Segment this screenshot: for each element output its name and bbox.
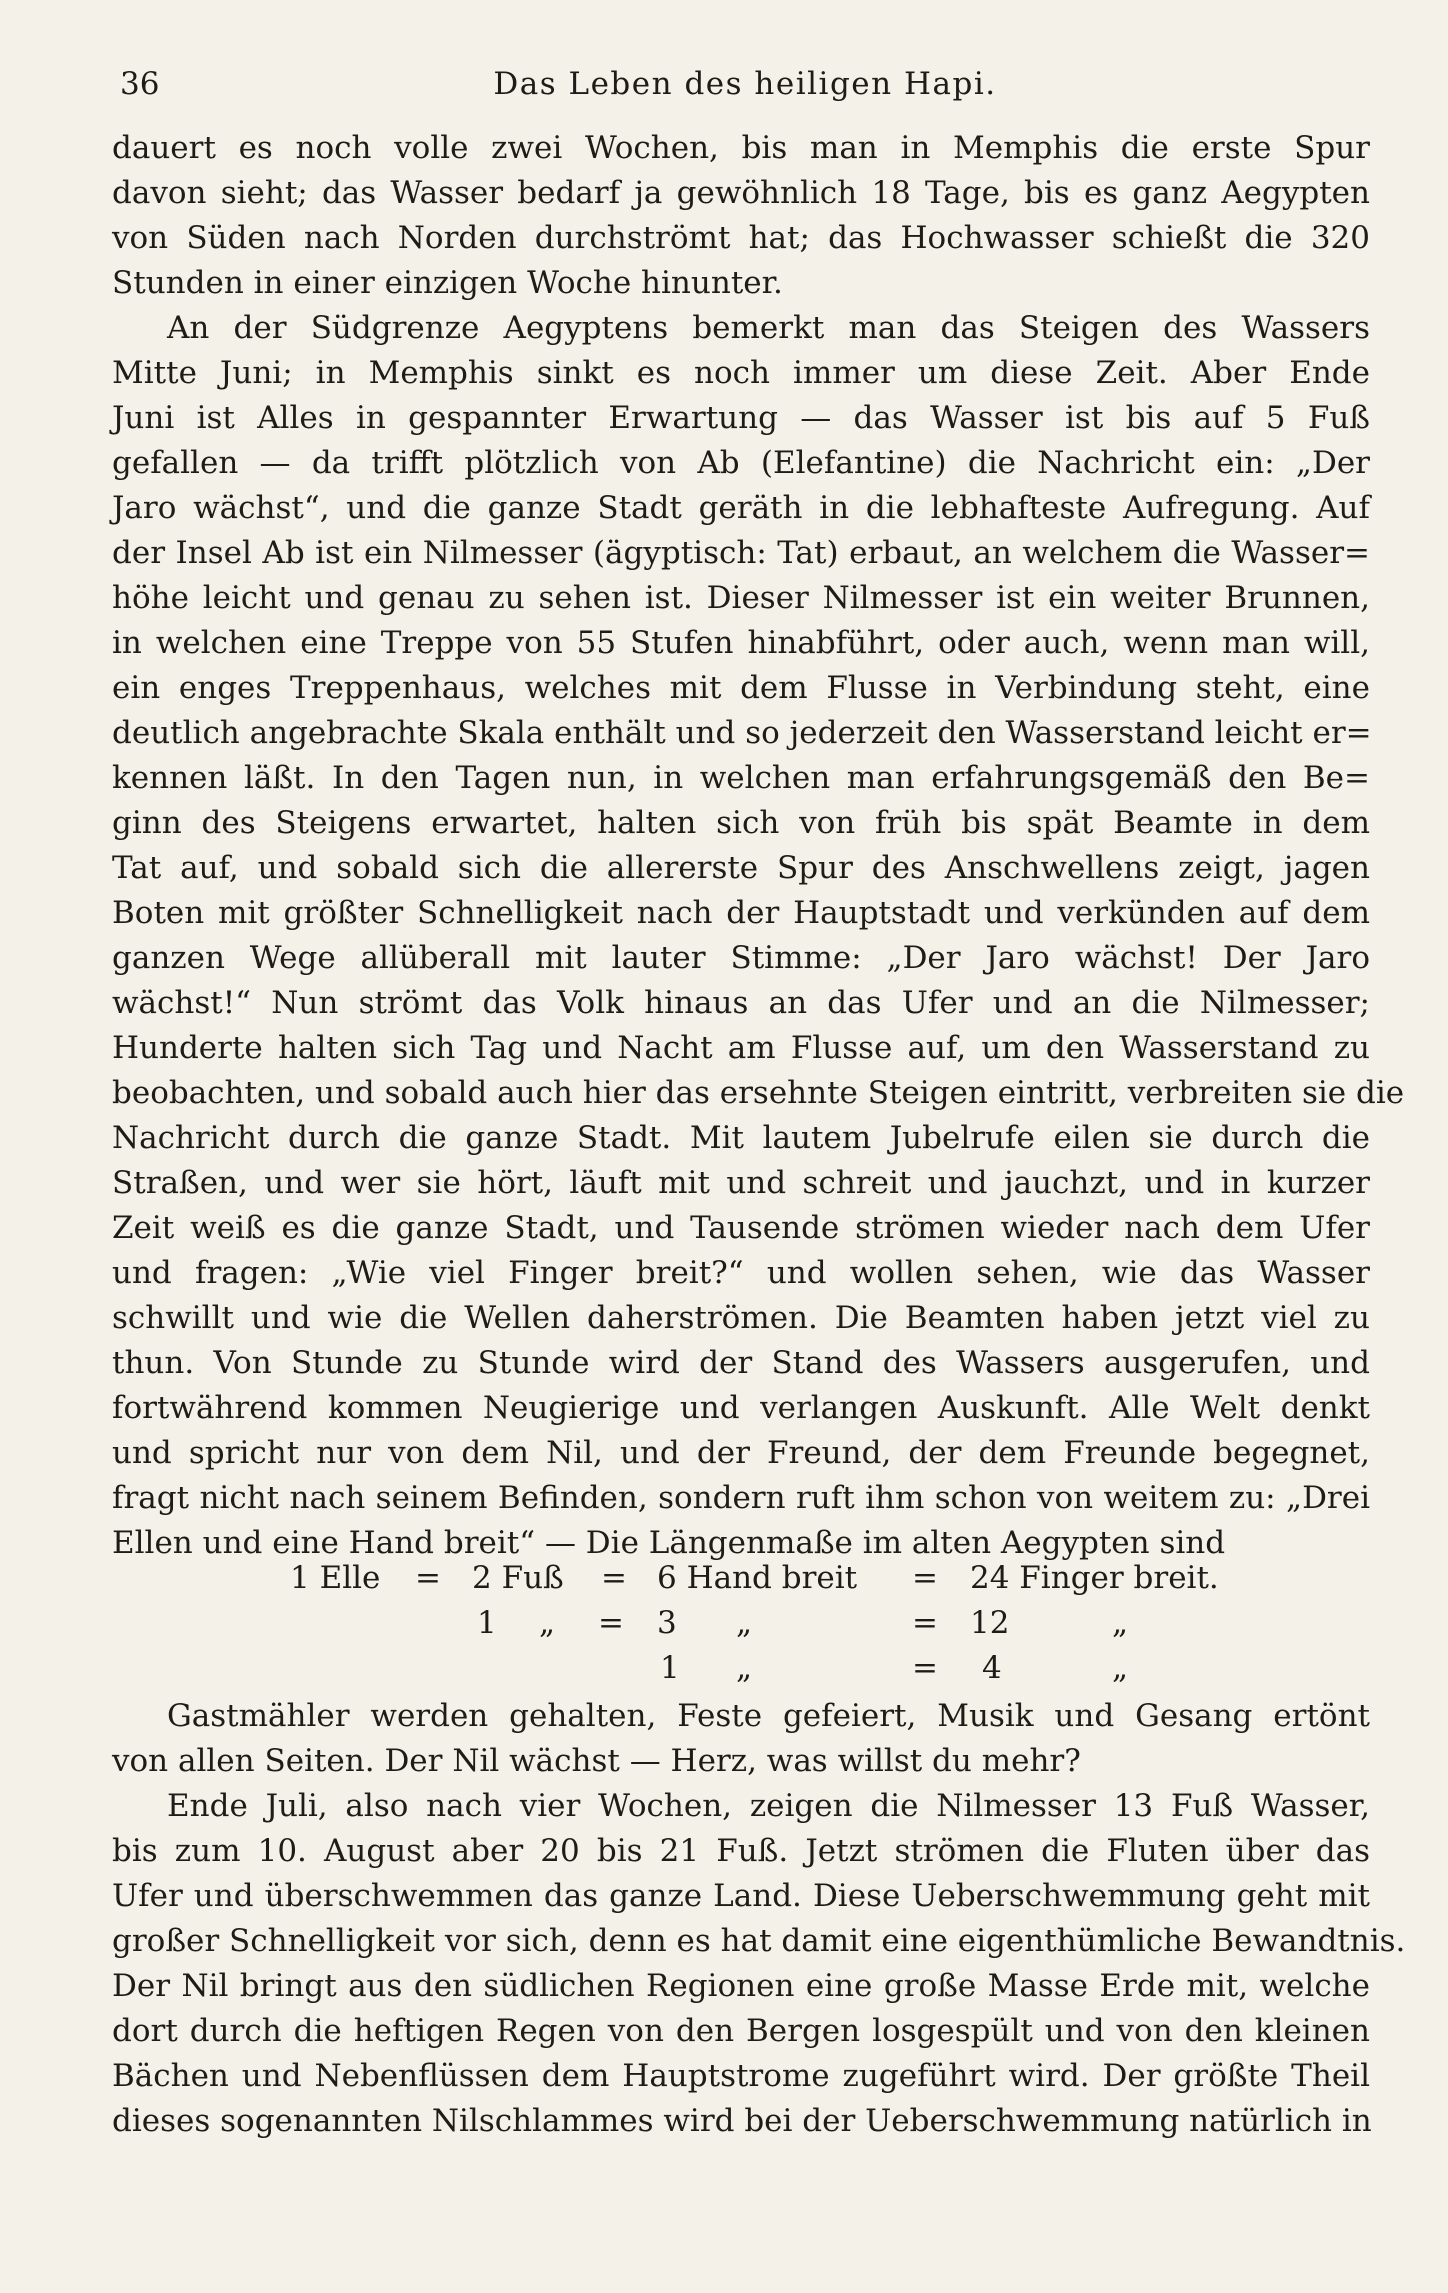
text-line: von allen Seiten. Der Nil wächst — Herz, was willst du mehr? [112,1743,1081,1779]
text-line: Ufer und überschwemmen das ganze Land. Diese Ueberschwemmung geht mit [112,1878,1370,1914]
measure-cell: 4 [982,1650,1002,1686]
measure-cell: = [912,1560,938,1596]
text-line: dort durch die heftigen Regen von den Bergen losgespült und von den kleinen [112,2013,1370,2049]
measure-cell: 3 [657,1605,677,1641]
measure-cell: = [912,1650,938,1686]
text-line: Zeit weiß es die ganze Stadt, und Tausende strömen wieder nach dem Ufer [112,1210,1370,1246]
measure-cell: 1 [477,1605,497,1641]
text-line: An der Südgrenze Aegyptens bemerkt man das Steigen des Wassers [167,310,1370,346]
measure-cell: 24 Finger breit. [970,1560,1219,1596]
measure-cell: „ [736,1605,753,1641]
measure-cell: = [912,1605,938,1641]
measure-cell: „ [1112,1650,1129,1686]
text-line: Tat auf, und sobald sich die allererste Spur des Anschwellens zeigt, jagen [112,850,1370,886]
text-line: fortwährend kommen Neugierige und verlangen Auskunft. Alle Welt denkt [112,1390,1370,1426]
text-line: großer Schnelligkeit vor sich, denn es hat damit eine eigenthümliche Bewandtnis. [112,1923,1406,1959]
measure-row [112,1556,1370,1601]
text-line: ganzen Wege allüberall mit lauter Stimme: „Der Jaro wächst! Der Jaro [112,940,1370,976]
text-line: und spricht nur von dem Nil, und der Freund, der dem Freunde begegnet, [112,1435,1370,1471]
text-line: schwillt und wie die Wellen daherströmen. Die Beamten haben jetzt viel zu [112,1300,1370,1336]
text-line: in welchen eine Treppe von 55 Stufen hinabführt, oder auch, wenn man will, [112,625,1370,661]
text-line: dauert es noch volle zwei Wochen, bis man in Memphis die erste Spur [112,130,1370,166]
text-line: Stunden in einer einzigen Woche hinunter. [112,265,783,301]
page-header [120,66,1370,106]
text-line: fragt nicht nach seinem Befinden, sondern ruft ihm schon von weitem zu: „Drei [112,1480,1370,1516]
text-line: Boten mit größter Schnelligkeit nach der Hauptstadt und verkünden auf dem [112,895,1370,931]
text-line: davon sieht; das Wasser bedarf ja gewöhnlich 18 Tage, bis es ganz Aegypten [112,175,1370,211]
text-line: Bächen und Nebenflüssen dem Hauptstrome zugeführt wird. Der größte Theil [112,2058,1370,2094]
measurement-table [112,1556,1370,1691]
text-line: dieses sogenannten Nilschlammes wird bei der Ueberschwemmung natürlich in [112,2103,1372,2139]
measure-cell: 1 [660,1650,680,1686]
text-line: deutlich angebrachte Skala enthält und so jederzeit den Wasserstand leicht er= [112,715,1372,751]
text-line: thun. Von Stunde zu Stunde wird der Stand des Wassers ausgerufen, und [112,1345,1370,1381]
text-line: kennen läßt. In den Tagen nun, in welchen man erfahrungsgemäß den Be= [112,760,1370,796]
text-line: Nachricht durch die ganze Stadt. Mit lautem Jubelrufe eilen sie durch die [112,1120,1370,1156]
measure-cell: = [598,1605,624,1641]
measure-row [112,1601,1370,1646]
text-line: der Insel Ab ist ein Nilmesser (ägyptisch: Tat) erbaut, an welchem die Wasser= [112,535,1370,571]
measure-cell: „ [736,1650,753,1686]
text-line: Straßen, und wer sie hört, läuft mit und schreit und jauchzt, und in kurzer [112,1165,1370,1201]
text-line: Jaro wächst“, und die ganze Stadt geräth in die lebhafteste Aufregung. Auf [112,490,1370,526]
measure-cell: = [415,1560,441,1596]
text-line: Mitte Juni; in Memphis sinkt es noch immer um diese Zeit. Aber Ende [112,355,1370,391]
measure-cell: „ [539,1605,556,1641]
text-line: gefallen — da trifft plötzlich von Ab (Elefantine) die Nachricht ein: „Der [112,445,1370,481]
text-line: Gastmähler werden gehalten, Feste gefeiert, Musik und Gesang ertönt [167,1698,1370,1734]
measure-cell: = [601,1560,627,1596]
running-title: Das Leben des heiligen Hapi. [493,66,997,102]
text-line: höhe leicht und genau zu sehen ist. Dieser Nilmesser ist ein weiter Brunnen, [112,580,1370,616]
page-number: 36 [120,66,160,102]
text-line: beobachten, und sobald auch hier das ersehnte Steigen eintritt, verbreiten sie die [112,1075,1405,1111]
measure-cell: 6 Hand breit [657,1560,858,1596]
measure-cell: 12 [970,1605,1010,1641]
main-text [112,126,1405,1566]
text-line: ginn des Steigens erwartet, halten sich von früh bis spät Beamte in dem [112,805,1370,841]
text-line: Ende Juli, also nach vier Wochen, zeigen die Nilmesser 13 Fuß Wasser, [167,1788,1370,1824]
measure-cell: 2 Fuß [472,1560,564,1596]
text-line: bis zum 10. August aber 20 bis 21 Fuß. Jetzt strömen die Fluten über das [112,1833,1370,1869]
text-line: Der Nil bringt aus den südlichen Regionen eine große Masse Erde mit, welche [112,1968,1370,2004]
measure-row [112,1646,1370,1691]
text-line: Juni ist Alles in gespannter Erwartung — das Wasser ist bis auf 5 Fuß [112,400,1370,436]
measure-cell: „ [1112,1605,1129,1641]
measure-cell: 1 Elle [290,1560,381,1596]
text-line: ein enges Treppenhaus, welches mit dem Flusse in Verbindung steht, eine [112,670,1370,706]
text-line: von Süden nach Norden durchströmt hat; das Hochwasser schießt die 320 [112,220,1370,256]
text-line: wächst!“ Nun strömt das Volk hinaus an das Ufer und an die Nilmesser; [112,985,1370,1021]
main-text-continued [112,1694,1406,2144]
text-line: Hunderte halten sich Tag und Nacht am Flusse auf, um den Wasserstand zu [112,1030,1370,1066]
text-line: Ellen und eine Hand breit“ — Die Längenmaße im alten Aegypten sind [112,1525,1226,1561]
text-line: und fragen: „Wie viel Finger breit?“ und wollen sehen, wie das Wasser [112,1255,1370,1291]
